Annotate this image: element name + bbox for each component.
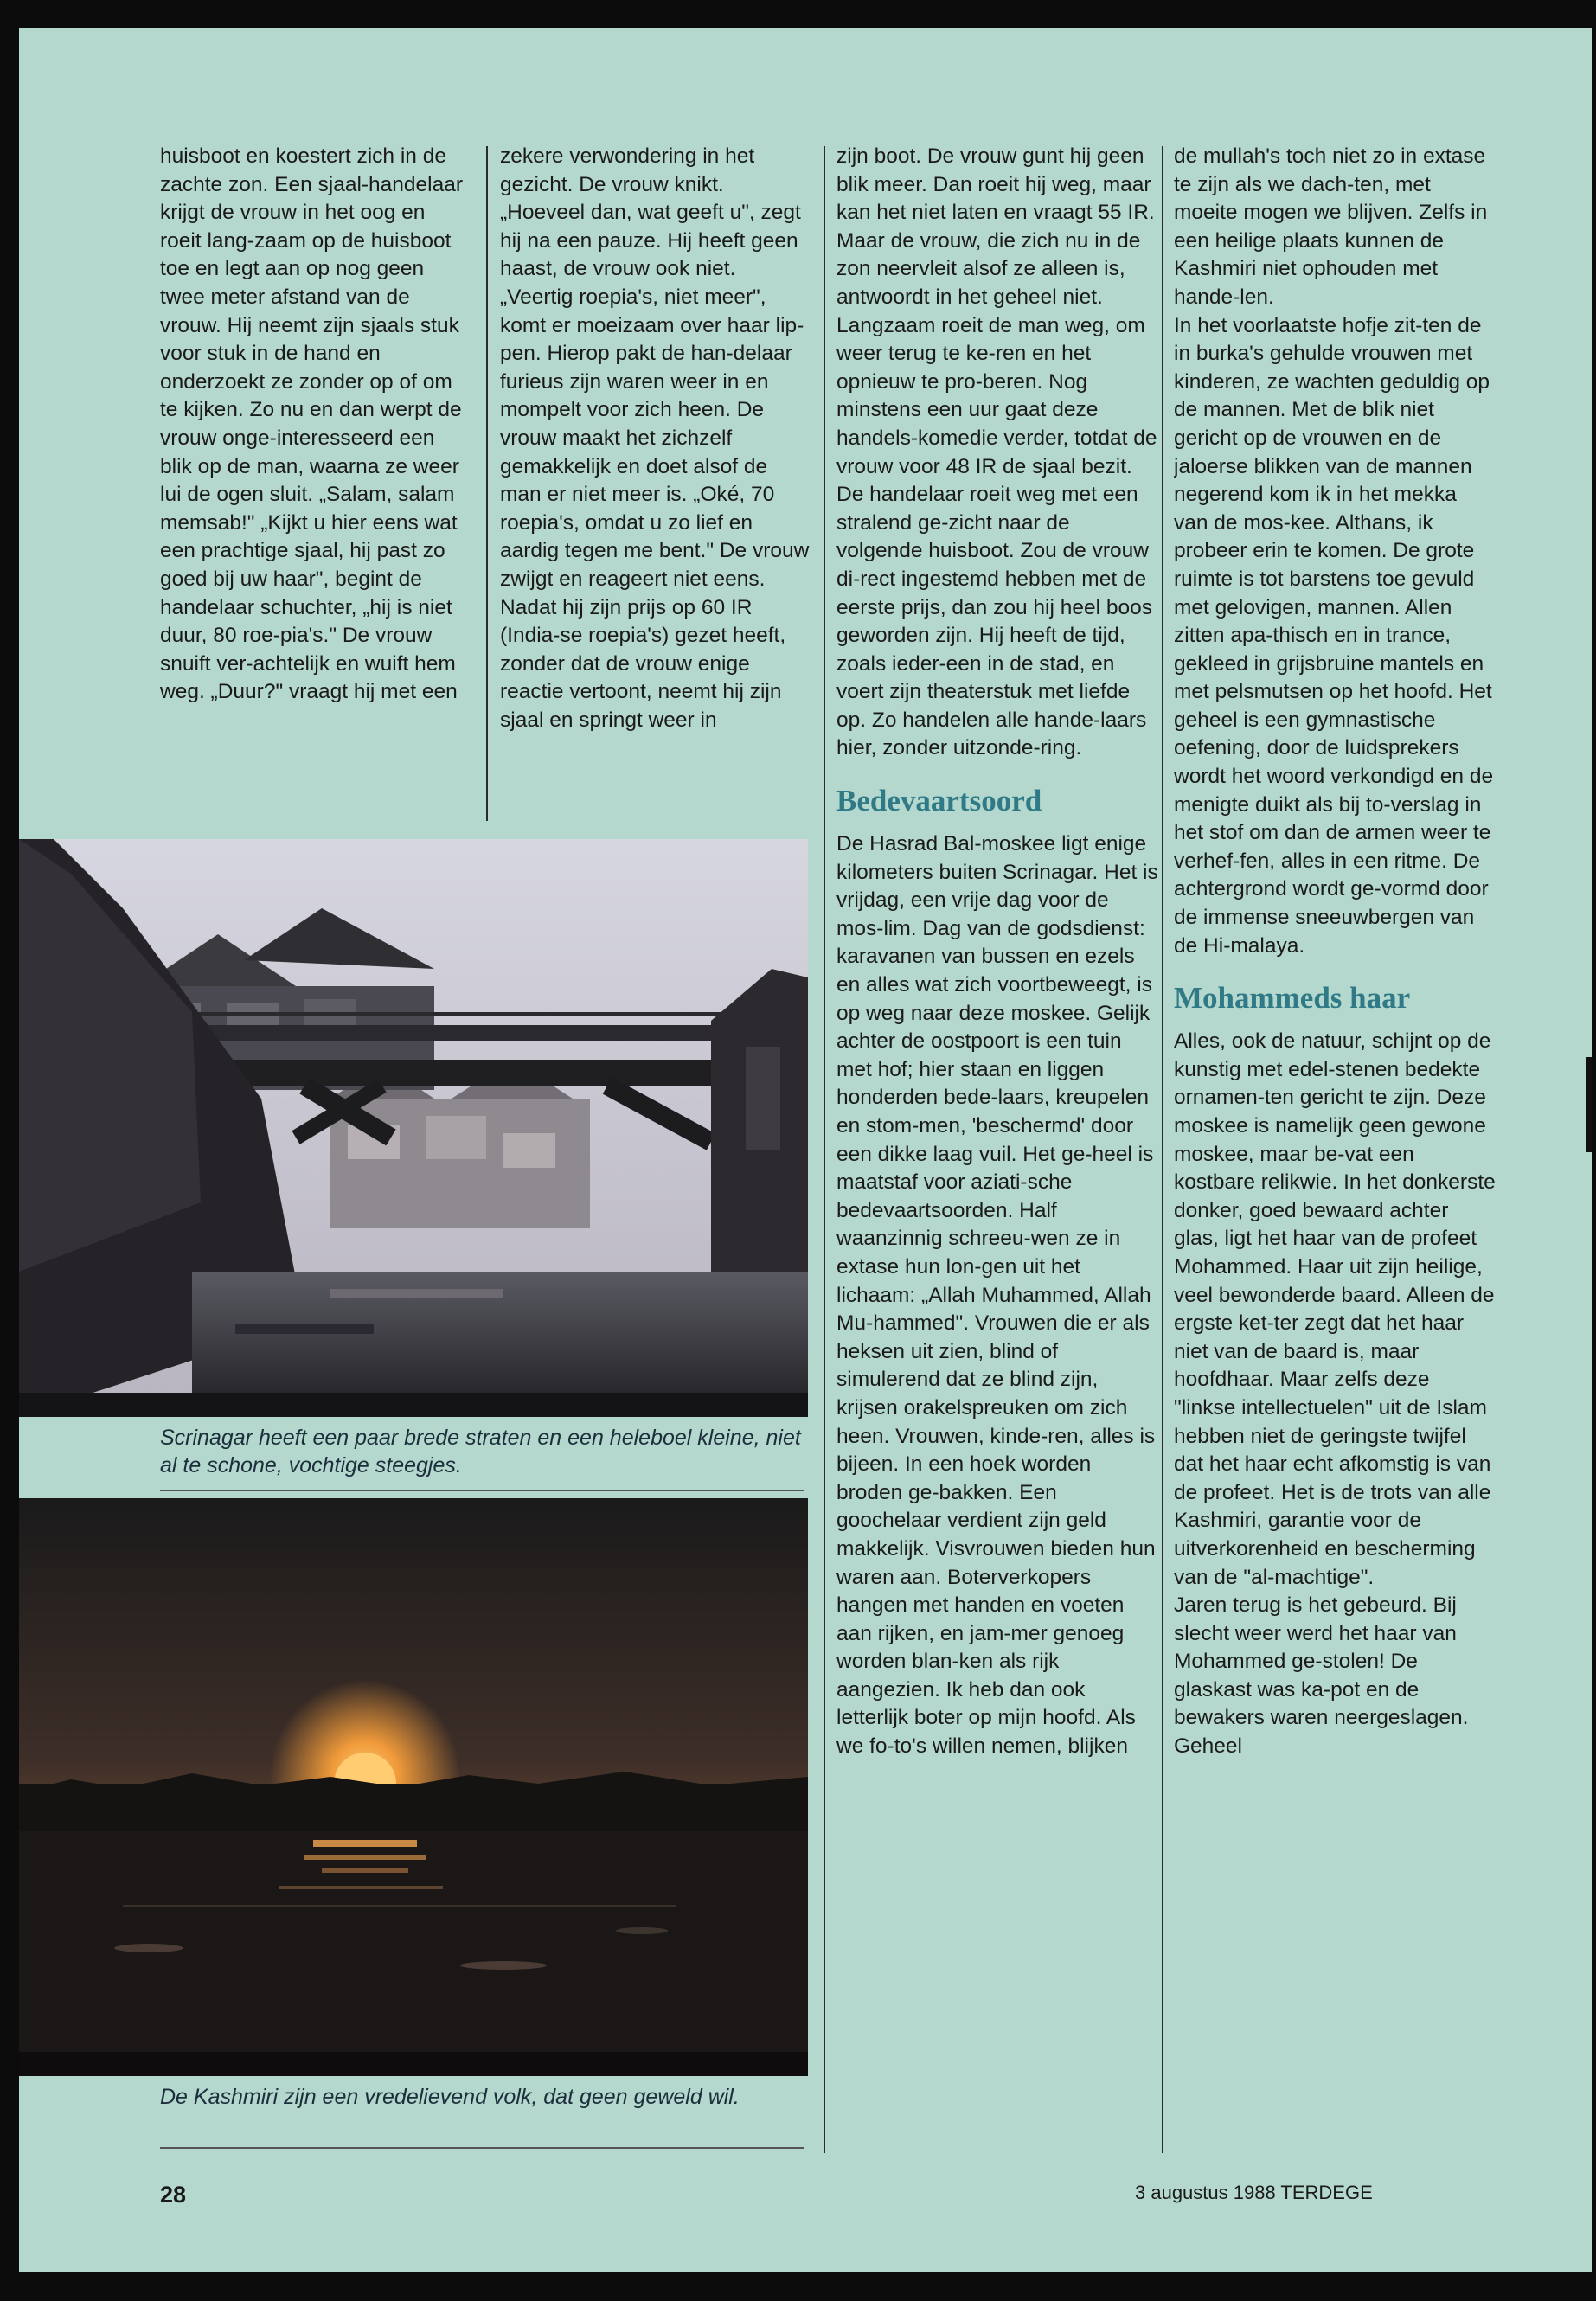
article-column-2 [500,143,811,829]
column-divider [1162,146,1163,2153]
column-divider [824,146,825,2153]
photo-srinagar-canal-image [19,839,808,1417]
section-heading-bedevaartsoord: Bedevaartsoord [836,784,1042,818]
caption-divider [160,2147,804,2149]
page-edge-mark [1586,1057,1592,1152]
photo-srinagar-canal [19,839,808,1417]
photo-sunset-lake [19,1498,808,2076]
article-paragraph: In het voorlaatste hofje zit-ten de in burka's gehulde vrouwen met kinderen, ze wachten geduldig op de mannen. Met de blik niet gericht op de vrouwen en de jaloerse blikken van de mannen negerend kom ik in het mekka van de mos-kee. Althans, ik probeer erin te komen. De grote ruimte is tot barstens toe gevuld met gelovigen, mannen. Allen zitten apa-thisch en in trance, gekleed in grijsbruine mantels en met pelsmutsen op het hoofd. Het geheel is een gymnastische oefening, door de luidsprekers wordt het woord verkondigd en de menigte duikt als bij to-verslag in het stof om dan de armen weer te verhef-fen, alles in een ritme. De achtergrond wordt ge-vormd door de immense sneeuwbergen van de Hi-malaya. [1174,313,1494,958]
photo-caption-1: Scrinagar heeft een paar brede straten en een heleboel kleine, niet al te schone, vochtige steegjes. [160,1426,801,1477]
photo-sunset-lake-image [19,1498,808,2076]
issue-date: 3 augustus 1988 TERDEGE [1135,2182,1373,2203]
article-paragraph: Jaren terug is het gebeurd. Bij slecht weer werd het haar van Mohammed ge-stolen! De glaskast was ka-pot en de bewakers waren neergeslagen. Geheel [1174,1593,1469,1759]
article-paragraph: Langzaam roeit de man weg, om weer terug te ke-ren en het opnieuw te pro-beren. Nog minstens een uur gaat deze handels-komedie verder, totdat de vrouw voor 48 IR de sjaal bezit. De handelaar roeit weg met een stralend ge-zicht naar de volgende huisboot. Zou de vrouw di-rect ingestemd hebben met de eerste prijs, dan zou hij heel boos geworden zijn. Hij heeft de tijd, zoals ieder-een in de stad, en voert zijn theaterstuk met liefde op. Zo handelen alle hande-laars hier, zonder uitzonde-ring. [836,313,1157,760]
article-paragraph: De Hasrad Bal-moskee ligt enige kilometers buiten Scrinagar. Het is vrijdag, een vrije dag voor de mos-lim. Dag van de godsdienst: karavanen van bussen en ezels en alles wat zich voortbeweegt, is op weg naar deze moskee. Gelijk achter de oostpoort is een tuin met hof; hier staan en liggen honderden bede-laars, kreupelen en stom-men, 'beschermd' door een dikke laag vuil. Het ge-heel is maatstaf voor aziati-sche bedevaartsoorden. Half waanzinnig schreeu-wen ze in extase hun lon-gen uit het lichaam: „Allah Muhammed, Allah Mu-hammed". Vrouwen die er als heksen uit zien, blind of simulerend dat ze blind zijn, krijsen orakelspreuken om zich heen. Vrouwen, kinde-ren, alles is bijeen. In een hoek worden broden ge-bakken. Een goochelaar verdient zijn geld makkelijk. Visvrouwen bieden hun waren aan. Boterverkopers hangen met handen en voeten aan rijken, en jam-mer genoeg worden blan-ken als rijk aangezien. Ik heb dan ook letterlijk boter op mijn hoofd. Als we fo-to's willen nemen, blijken [836,832,1158,1759]
article-paragraph: de mullah's toch niet zo in extase te zijn als we dach-ten, met moeite mogen we blijven. Zelfs in een heilige plaats kunnen de Kashmiri niet ophouden met hande-len. [1174,144,1488,309]
article-column-4 [1174,143,1496,2171]
magazine-page [19,28,1592,2272]
article-paragraph: zijn boot. De vrouw gunt hij geen blik meer. Dan roeit hij weg, maar kan het niet laten en vraagt 55 IR. Maar de vrouw, die zich nu in de zon neervleit alsof ze alleen is, antwoordt in het geheel niet. [836,144,1155,309]
article-paragraph: zekere verwondering in het gezicht. De vrouw knikt. „Hoeveel dan, wat geeft u", zegt hij na een pauze. Hij heeft geen haast, de vrouw ook niet. „Veertig roepia's, niet meer", komt er moeizaam over haar lip-pen. Hierop pakt de han-delaar furieus zijn waren weer in en mompelt voor zich heen. De vrouw maakt het zichzelf gemakkelijk en doet alsof de man er niet meer is. „Oké, 70 roepia's, omdat u zo lief en aardig tegen me bent." De vrouw zwijgt en reageert niet eens. Nadat hij zijn prijs op 60 IR (India-se roepia's) gezet heeft, zonder dat de vrouw enige reactie vertoont, neemt hij zijn sjaal en springt weer in [500,144,810,732]
article-column-1 [160,143,471,829]
caption-divider [160,1490,804,1491]
article-paragraph: huisboot en koestert zich in de zachte zon. Een sjaal-handelaar krijgt de vrouw in het oog en roeit lang-zaam op de huisboot toe en legt aan op nog geen twee meter afstand van de vrouw. Hij neemt zijn sjaals stuk voor stuk in de hand en onderzoekt ze zonder op of om te kijken. Zo nu en dan werpt de vrouw onge-interesseerd een blik op de man, waarna ze weer lui de ogen sluit. „Salam, salam memsab!" „Kijkt u hier eens wat een prachtige sjaal, hij past zo goed bij uw haar", begint de handelaar schuchter, „hij is niet duur, 80 roe-pia's." De vrouw snuift ver-achtelijk en wuift hem weg. „Duur?" vraagt hij met een [160,144,464,704]
article-column-3 [836,143,1158,2171]
column-divider [486,146,488,821]
photo-caption-2: De Kashmiri zijn een vredelievend volk, dat geen geweld wil. [160,2085,740,2109]
section-heading-mohammeds-haar: Mohammeds haar [1174,981,1411,1016]
article-paragraph: Alles, ook de natuur, schijnt op de kunstig met edel-stenen bedekte ornamen-ten gericht te zijn. Deze moskee is namelijk geen gewone moskee, maar be-vat een kostbare relikwie. In het donkerste donker, goed bewaard achter glas, ligt het haar van de profeet Mohammed. Haar uit zijn heilige, veel bewonderde baard. Alleen de ergste ket-ter zegt dat het haar niet van de baard is, maar hoofdhaar. Maar zelfs deze "linkse intellectuelen" uit de Islam hebben niet de geringste twijfel dat het haar echt afkomstig is van de profeet. Het is de trots van alle Kashmiri, garantie voor de uitverkorenheid en bescherming van de "al-machtige". [1174,1029,1496,1589]
page-number: 28 [160,2182,187,2208]
